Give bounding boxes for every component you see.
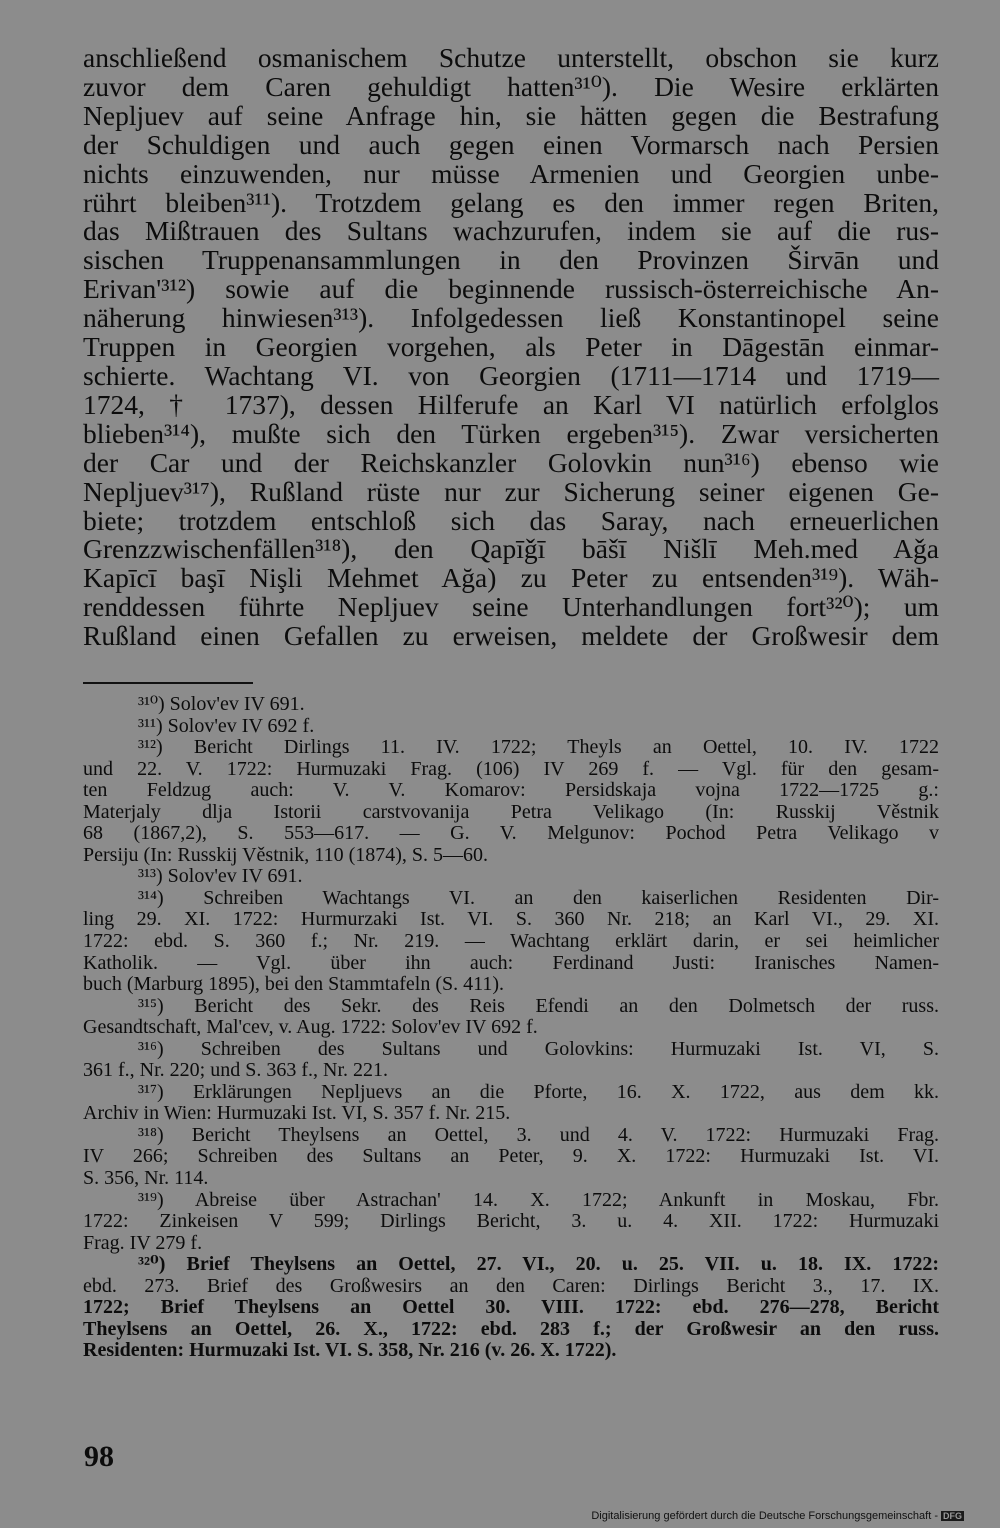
footnote-line: 1722; Brief Theylsens an Oettel 30. VIII. 1722: ebd. 276—278, Bericht: [83, 1296, 939, 1319]
footnote-line: ebd. 273. Brief des Großwesirs an den Caren: Dirlings Bericht 3., 17. IX.: [83, 1274, 939, 1297]
footnote-line: ³¹⁹) Abreise über Astrachan' 14. X. 1722; Ankunft in Moskau, Fbr.: [138, 1188, 939, 1211]
footnote-line: ³¹²) Bericht Dirlings 11. IV. 1722; Theyls an Oettel, 10. IV. 1722: [138, 736, 939, 759]
body-line: der Car und der Reichskanzler Golovkin nun³¹⁶) ebenso wie: [83, 446, 939, 478]
body-line: näherung hinwiesen³¹³). Infolgedessen ließ Konstantinopel seine: [83, 302, 939, 334]
dfg-credit: [591, 1510, 964, 1522]
footnote-line: 1722: ebd. S. 360 f.; Nr. 219. — Wachtang erklärt darin, er sei heimlicher: [83, 930, 939, 953]
footnote-line: buch (Marburg 1895), bei den Stammtafeln (S. 411).: [83, 973, 505, 996]
body-line: rührt bleiben³¹¹). Trotzdem gelang es den immer regen Briten,: [83, 186, 939, 218]
body-line: Rußland einen Gefallen zu erweisen, meldete der Großwesir dem: [83, 620, 939, 652]
footnote-line: ling 29. XI. 1722: Hurmurzaki Ist. VI. S. 360 Nr. 218; an Karl VI., 29. XI.: [83, 908, 939, 931]
body-line: der Schuldigen und auch gegen einen Vormarsch nach Persien: [83, 128, 939, 160]
footnote-line: ³¹⁵) Bericht des Sekr. des Reis Efendi an den Dolmetsch der russ.: [138, 994, 939, 1017]
body-line: 1724, † 1737), dessen Hilferufe an Karl VI natürlich erfolglos: [83, 388, 939, 420]
body-line: renddessen führte Nepljuev seine Unterhandlungen fort³²⁰); um: [83, 591, 939, 623]
footnote-line: Materjaly dlja Istorii carstvovanija Petra Velikago (In: Russkij Věstnik: [83, 800, 939, 823]
body-line: blieben³¹⁴), mußte sich den Türken ergeben³¹⁵). Zwar versicherten: [83, 417, 939, 449]
footnote-line: S. 356, Nr. 114.: [83, 1167, 209, 1190]
body-line: Truppen in Georgien vorgehen, als Peter in Dāgestān einmar-: [83, 331, 939, 363]
footnote-line: 68 (1867,2), S. 553—617. — G. V. Melgunov: Pochod Petra Velikago v: [83, 822, 939, 845]
dfg-logo: DFG: [943, 1511, 962, 1521]
main-text: [83, 44, 939, 651]
footnote-line: Residenten: Hurmuzaki Ist. VI. S. 358, Nr. 216 (v. 26. X. 1722).: [83, 1339, 617, 1362]
body-line: Grenzzwischenfällen³¹⁸), den Qapīǧī bāšī Nišlī Meh.med Aǧa: [83, 533, 939, 565]
page-number: 98: [84, 1440, 114, 1473]
footnote-line: ten Feldzug auch: V. V. Komarov: Persidskaja vojna 1722—1725 g.:: [83, 779, 939, 802]
body-line: sischen Truppenansammlungen in den Provinzen Širvān und: [83, 244, 939, 276]
footnote-line: Archiv in Wien: Hurmuzaki Ist. VI, S. 357 f. Nr. 215.: [83, 1102, 511, 1125]
footnote-line: und 22. V. 1722: Hurmuzaki Frag. (106) IV 269 f. — Vgl. für den gesam-: [83, 757, 939, 780]
footnote-line: 361 f., Nr. 220; und S. 363 f., Nr. 221.: [83, 1059, 388, 1082]
footnote-line: ³²⁰) Brief Theylsens an Oettel, 27. VI., 20. u. 25. VII. u. 18. IX. 1722:: [138, 1253, 939, 1276]
body-line: Kapīcī başī Nişli Mehmet Ağa) zu Peter zu entsenden³¹⁹). Wäh-: [83, 562, 939, 594]
body-line: das Mißtrauen des Sultans wachzurufen, indem sie auf die rus-: [83, 215, 939, 247]
footnote-separator: [83, 682, 253, 684]
footnote-line: Persiju (In: Russkij Věstnik, 110 (1874), S. 5—60.: [83, 843, 489, 866]
footnote-line: ³¹⁴) Schreiben Wachtangs VI. an den kaiserlichen Residenten Dir-: [138, 886, 939, 909]
footnote-line: Theylsens an Oettel, 26. X., 1722: ebd. 283 f.; der Großwesir an den russ.: [83, 1317, 939, 1340]
credit-text: Digitalisierung gefördert durch die Deutsche Forschungsgemeinschaft -: [591, 1510, 938, 1522]
body-line: anschließend osmanischem Schutze unterstellt, obschon sie kurz: [83, 42, 939, 73]
body-line: nichts einzuwenden, nur müsse Armenien und Georgien unbe-: [83, 157, 939, 189]
footnote-line: IV 266; Schreiben des Sultans an Peter, 9. X. 1722: Hurmuzaki Ist. VI.: [83, 1145, 939, 1168]
footnote-line: ³¹³) Solov'ev IV 691.: [138, 865, 303, 888]
footnote-line: Frag. IV 279 f.: [83, 1231, 203, 1254]
footnote-line: Gesandtschaft, Mal'cev, v. Aug. 1722: Solov'ev IV 692 f.: [83, 1016, 538, 1039]
footnote-line: ³¹¹) Solov'ev IV 692 f.: [138, 714, 315, 737]
footnote-line: Katholik. — Vgl. über ihn auch: Ferdinand Justi: Iranisches Namen-: [83, 951, 939, 974]
footnote-line: 1722: Zinkeisen V 599; Dirlings Bericht, 3. u. 4. XII. 1722: Hurmuzaki: [83, 1210, 939, 1233]
footnote-line: ³¹⁸) Bericht Theylsens an Oettel, 3. und 4. V. 1722: Hurmuzaki Frag.: [138, 1123, 939, 1146]
footnote-line: ³¹⁰) Solov'ev IV 691.: [138, 693, 305, 715]
body-line: Nepljuev³¹⁷), Rußland rüste nur zur Sicherung seiner eigenen Ge-: [83, 475, 939, 507]
footnotes: [83, 694, 939, 1362]
footnote-line: ³¹⁷) Erklärungen Nepljuevs an die Pforte, 16. X. 1722, aus dem kk.: [138, 1080, 939, 1103]
body-line: zuvor dem Caren gehuldigt hatten³¹⁰). Die Wesire erklärten: [83, 70, 939, 102]
body-line: Nepljuev auf seine Anfrage hin, sie hätten gegen die Bestrafung: [83, 99, 939, 131]
body-line: biete; trotzdem entschloß sich das Saray, nach erneuerlichen: [83, 504, 939, 536]
footnote-line: ³¹⁶) Schreiben des Sultans und Golovkins: Hurmuzaki Ist. VI, S.: [138, 1037, 939, 1060]
body-line: Erivan'³¹²) sowie auf die beginnende russisch-österreichische An-: [83, 273, 939, 305]
body-line: schierte. Wachtang VI. von Georgien (1711—1714 und 1719—: [83, 359, 939, 391]
